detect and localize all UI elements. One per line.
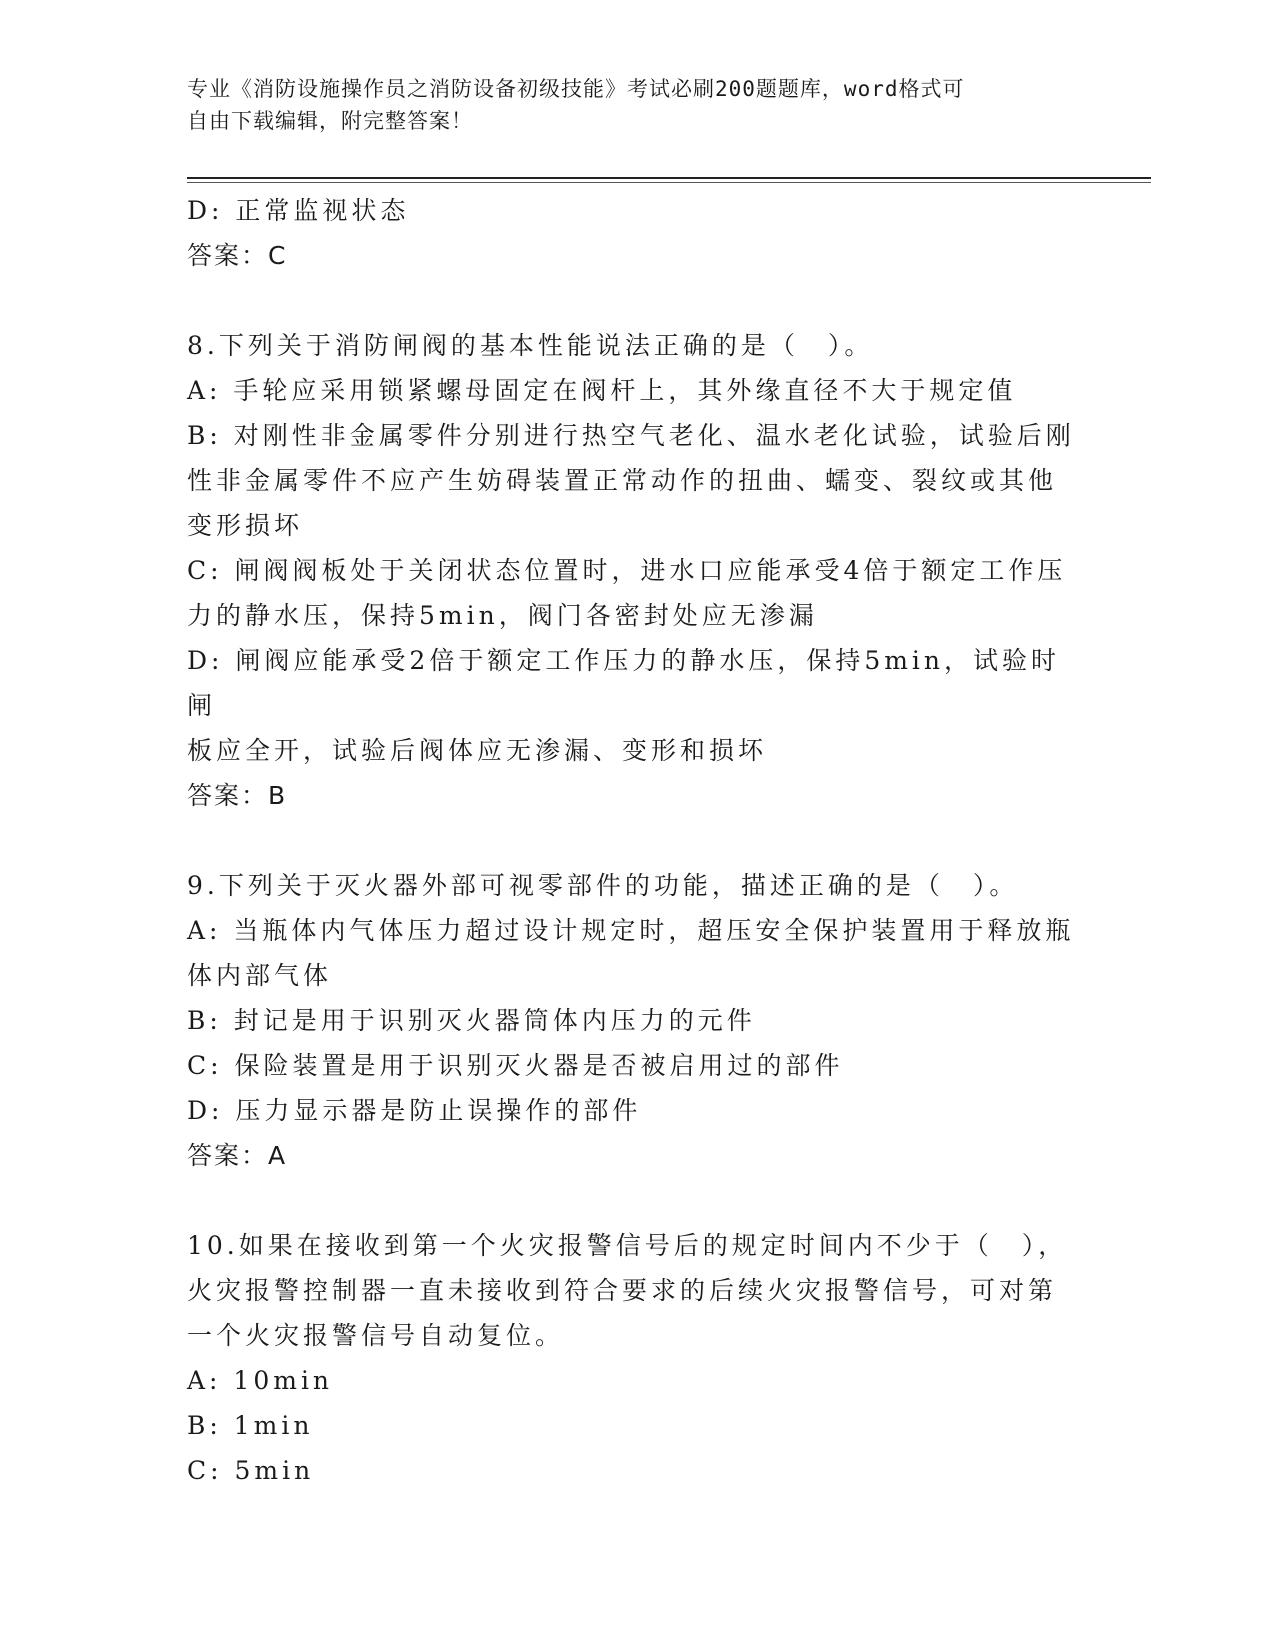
page-header — [187, 73, 1087, 137]
option-b-cont: 性非金属零件不应产生妨碍装置正常动作的扭曲、蠕变、裂纹或其他 — [187, 466, 1058, 495]
question-10 — [187, 1223, 1087, 1493]
header-line-2: 自由下载编辑，附完整答案！ — [187, 109, 473, 133]
option-b: B: 封记是用于识别灭火器筒体内压力的元件 — [187, 1006, 756, 1035]
header-divider — [187, 177, 1151, 179]
option-a-cont: 体内部气体 — [187, 961, 333, 990]
spacer — [187, 278, 1087, 323]
question-stem-cont: 火灾报警控制器一直未接收到符合要求的后续火灾报警信号，可对第 — [187, 1276, 1058, 1305]
option-a: A: 当瓶体内气体压力超过设计规定时，超压安全保护装置用于释放瓶 — [187, 916, 1075, 945]
option-b: B: 对刚性非金属零件分别进行热空气老化、温水老化试验，试验后刚 — [187, 421, 1075, 450]
option-c: C: 闸阀阀板处于关闭状态位置时，进水口应能承受4倍于额定工作压 — [187, 556, 1067, 585]
header-divider-thin — [187, 182, 1151, 183]
question-stem: 9.下列关于灭火器外部可视零部件的功能，描述正确的是（ ）。 — [187, 871, 1019, 900]
question-stem-cont: 一个火灾报警信号自动复位。 — [187, 1321, 565, 1350]
question-8 — [187, 323, 1087, 818]
option-a: A: 手轮应采用锁紧螺母固定在阀杆上，其外缘直径不大于规定值 — [187, 376, 1017, 405]
option-b-cont: 变形损坏 — [187, 511, 304, 540]
option-c: C: 5min — [187, 1456, 315, 1485]
option-b: B: 1min — [187, 1411, 314, 1440]
option-c: C: 保险装置是用于识别灭火器是否被启用过的部件 — [187, 1051, 844, 1080]
option-c-cont: 力的静水压，保持5min，阀门各密封处应无渗漏 — [187, 601, 818, 630]
question-stem: 10.如果在接收到第一个火灾报警信号后的规定时间内不少于（ ）， — [187, 1231, 1068, 1260]
option-d: D: 压力显示器是防止误操作的部件 — [187, 1096, 642, 1125]
answer: 答案：B — [187, 781, 288, 810]
spacer — [187, 1178, 1087, 1223]
document-body — [187, 188, 1087, 1493]
option-d: D: 闸阀应能承受2倍于额定工作压力的静水压，保持5min，试验时闸 — [187, 646, 1061, 720]
option-d: D: 正常监视状态 — [187, 196, 410, 225]
answer: 答案：C — [187, 241, 288, 270]
option-a: A: 10min — [187, 1366, 334, 1395]
question-7-tail — [187, 188, 1087, 278]
question-9 — [187, 863, 1087, 1178]
question-stem: 8.下列关于消防闸阀的基本性能说法正确的是（ ）。 — [187, 331, 874, 360]
header-line-1: 专业《消防设施操作员之消防设备初级技能》考试必刷200题题库，word格式可 — [187, 77, 965, 101]
option-d-cont: 板应全开，试验后阀体应无渗漏、变形和损坏 — [187, 736, 768, 765]
spacer — [187, 818, 1087, 863]
answer: 答案：A — [187, 1141, 288, 1170]
